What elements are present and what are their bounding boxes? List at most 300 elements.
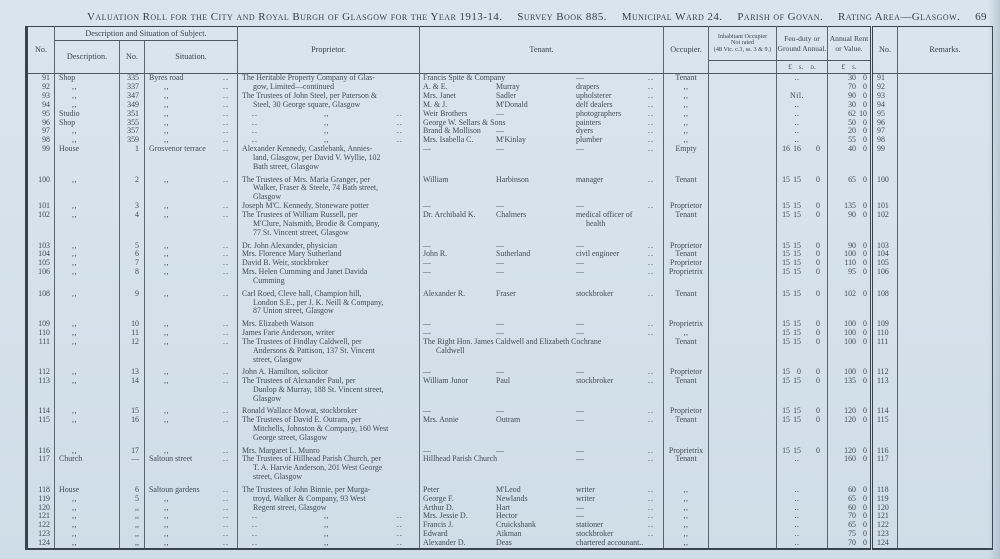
cell-proprietor — [238, 277, 420, 286]
situation-text: ,, — [164, 415, 169, 425]
proprietor-ditto: .. — [252, 108, 258, 118]
situation-dots: .. — [223, 174, 229, 184]
cell-occupier — [664, 464, 709, 473]
tenant-dots: .. — [648, 267, 654, 277]
cell-entry-no: 97 — [27, 127, 55, 136]
tenant-forename: Alexander D. — [423, 538, 466, 548]
cell-situation — [145, 347, 238, 356]
cell-situation — [145, 455, 238, 464]
cell-entry-no-right: 114 — [872, 404, 898, 417]
tenant-dots: .. — [648, 367, 654, 377]
proprietor-text: Mrs. Margaret L. Munro — [242, 445, 320, 455]
cell-occupier — [664, 220, 709, 229]
feu-text: .. — [794, 135, 800, 145]
cell-feu-duty — [777, 101, 828, 110]
feu-shillings: 15 — [793, 375, 801, 385]
cell-feu-duty — [777, 74, 828, 83]
cell-tenant — [420, 259, 664, 268]
tenant-occupation: delf dealers — [576, 99, 613, 109]
cell-occupier — [664, 434, 709, 443]
cell-feu-duty — [777, 229, 828, 238]
situation-dots: .. — [223, 144, 229, 154]
cell-entry-no-right — [872, 277, 898, 286]
cell-inhabitant-occupier — [709, 329, 777, 338]
rent-pounds: 100 — [844, 367, 856, 377]
situation-dots: .. — [223, 210, 229, 220]
cell-remarks — [898, 119, 993, 128]
cell-remarks — [898, 83, 993, 92]
cell-description — [55, 299, 120, 308]
cell-feu-duty — [777, 220, 828, 229]
situation-dots: .. — [223, 73, 229, 82]
tenant-occupation: — — [576, 73, 584, 82]
proprietor-text: 77 St. Vincent street, Glasgow — [253, 228, 349, 237]
cell-entry-no-right: 111 — [872, 338, 898, 347]
cell-entry-no-right: 110 — [872, 329, 898, 338]
tenant-columns — [420, 136, 663, 145]
cell-street-no: 355 — [120, 119, 145, 128]
rent-shillings: 0 — [863, 135, 867, 145]
cell-street-no: 5 — [120, 238, 145, 251]
tenant-forename: — — [423, 201, 431, 211]
cell-street-no: 15 — [120, 404, 145, 417]
cell-description: ,, — [55, 495, 120, 504]
cell-description: ,, — [55, 92, 120, 101]
cell-inhabitant-occupier — [709, 455, 777, 464]
situation-text: Saltoun gardens — [149, 484, 200, 494]
tenant-occupation: photographers — [576, 108, 622, 118]
cell-street-no — [120, 229, 145, 238]
cell-tenant — [420, 482, 664, 495]
cell-occupier: Tenant — [664, 455, 709, 464]
cell-occupier: ,, — [664, 119, 709, 128]
cell-remarks — [898, 220, 993, 229]
cell-street-no: 6 — [120, 482, 145, 495]
tenant-dots: .. — [648, 493, 654, 503]
cell-inhabitant-occupier — [709, 356, 777, 365]
tenant-forename: — — [423, 318, 431, 328]
cell-entry-no-right: 102 — [872, 211, 898, 220]
tenant-forename: Peter — [423, 484, 440, 494]
cell-inhabitant-occupier — [709, 259, 777, 268]
rent-pounds: 62 — [848, 108, 856, 118]
situation-text: ,, — [164, 174, 169, 184]
rent-pounds: 65 — [848, 174, 856, 184]
cell-street-no — [120, 464, 145, 473]
situation-dots: .. — [223, 201, 229, 211]
cell-entry-no: 122 — [27, 521, 55, 530]
cell-tenant — [420, 136, 664, 145]
feu-shillings: 15 — [793, 288, 801, 298]
cell-description: Church — [55, 455, 120, 464]
tenant-occupation: — — [576, 415, 584, 425]
cell-feu-duty — [777, 92, 828, 101]
tenant-columns — [420, 521, 663, 530]
cell-annual-rent — [828, 386, 872, 395]
situation-dots: .. — [223, 258, 229, 268]
header-rent-units: £ s. — [828, 61, 872, 74]
cell-remarks — [898, 299, 993, 308]
situation-dots: .. — [223, 493, 229, 503]
tenant-surname: Aikman — [496, 529, 522, 539]
cell-tenant — [420, 229, 664, 238]
cell-description: ,, — [55, 238, 120, 251]
cell-remarks — [898, 307, 993, 316]
table-row — [27, 307, 993, 316]
proprietor-text: Walker, Fraser & Steele, 74 Bath street, — [253, 183, 379, 193]
tenant-surname: — — [496, 318, 504, 328]
proprietor-ditto: ,, — [323, 520, 329, 530]
header-inhabitant-occupier — [709, 27, 777, 61]
proprietor-text: George street, Glasgow — [253, 433, 328, 442]
cell-entry-no-right: 91 — [872, 74, 898, 83]
feu-text: .. — [794, 511, 800, 521]
tenant-occupation: — — [576, 511, 584, 521]
tenant-columns — [420, 486, 663, 495]
rating-area-label: Rating Area—Glasgow. — [837, 11, 961, 23]
cell-street-no — [120, 473, 145, 482]
rent-shillings: 0 — [863, 520, 867, 530]
cell-entry-no-right: 98 — [872, 136, 898, 145]
tenant-columns — [420, 539, 663, 548]
tenant-dots — [654, 220, 663, 229]
cell-description: ,, — [55, 404, 120, 417]
cell-description — [55, 229, 120, 238]
rent-shillings: 0 — [863, 99, 867, 109]
cell-occupier: Proprietrix — [664, 268, 709, 277]
cell-inhabitant-occupier — [709, 307, 777, 316]
tenant-columns — [420, 377, 663, 386]
tenant-surname: Paul — [496, 375, 511, 385]
cell-entry-no-right: 116 — [872, 443, 898, 456]
rent-pounds: 100 — [844, 327, 856, 337]
tenant-columns — [420, 74, 663, 83]
cell-inhabitant-occupier — [709, 443, 777, 456]
tenant-dots: .. — [648, 201, 654, 211]
cell-feu-duty — [777, 464, 828, 473]
cell-remarks — [898, 145, 993, 154]
tenant-occupation: — — [576, 240, 584, 250]
cell-remarks — [898, 316, 993, 329]
feu-pence: 0 — [816, 240, 820, 250]
cell-remarks — [898, 202, 993, 211]
table-body — [27, 74, 993, 550]
cell-remarks — [898, 434, 993, 443]
header-no-right: No. — [872, 27, 898, 74]
cell-occupier: ,, — [664, 92, 709, 101]
tenant-forename: Mrs. Janet — [423, 90, 456, 100]
situation-dots: .. — [223, 520, 229, 530]
header-remarks: Remarks. — [898, 27, 993, 74]
cell-situation — [145, 299, 238, 308]
inhabitant-line2: Not rated — [730, 39, 755, 47]
tenant-columns — [420, 416, 663, 425]
cell-entry-no: 103 — [27, 238, 55, 251]
cell-entry-no-right: 118 — [872, 482, 898, 495]
feu-pence: 0 — [816, 375, 820, 385]
header-street-no: No. — [120, 41, 145, 74]
cell-description: ,, — [55, 530, 120, 539]
cell-street-no — [120, 277, 145, 286]
situation-dots: .. — [223, 117, 229, 127]
feu-pounds: 15 — [782, 288, 790, 298]
tenant-surname: — — [496, 267, 504, 277]
situation-dots: .. — [223, 81, 229, 91]
tenant-occupation: stockbroker — [576, 375, 614, 385]
cell-remarks — [898, 329, 993, 338]
cell-annual-rent — [828, 377, 872, 386]
table-row — [27, 425, 993, 434]
situation-text: ,, — [164, 406, 169, 416]
page-number: 69 — [975, 11, 987, 23]
rent-pounds: 50 — [848, 117, 856, 127]
proprietor-ditto: .. — [252, 135, 258, 145]
cell-tenant — [420, 395, 664, 404]
cell-feu-duty — [777, 184, 828, 193]
cell-feu-duty — [777, 211, 828, 220]
cell-entry-no — [27, 473, 55, 482]
cell-entry-no-right — [872, 154, 898, 163]
cell-annual-rent — [828, 425, 872, 434]
proprietor-text: gow, Limited—continued — [253, 81, 335, 91]
cell-remarks — [898, 238, 993, 251]
tenant-dots: .. — [648, 406, 654, 416]
cell-occupier: ,, — [664, 83, 709, 92]
cell-entry-no-right: 112 — [872, 364, 898, 377]
tenant-surname: Chalmers — [496, 210, 527, 220]
tenant-forename: George F. — [423, 493, 454, 503]
cell-proprietor — [238, 473, 420, 482]
cell-street-no: ,, — [120, 504, 145, 513]
cell-description: Shop — [55, 119, 120, 128]
tenant-dots: .. — [648, 445, 654, 455]
cell-street-no: 4 — [120, 211, 145, 220]
cell-proprietor — [238, 163, 420, 172]
cell-inhabitant-occupier — [709, 286, 777, 299]
proprietor-text: The Trustees of Hillhead Parish Church, per — [242, 454, 382, 464]
rent-shillings: 0 — [863, 201, 867, 211]
tenant-occupation: — — [576, 327, 584, 337]
cell-entry-no: 117 — [27, 455, 55, 464]
feu-shillings: 15 — [793, 318, 801, 328]
cell-description: ,, — [55, 512, 120, 521]
cell-inhabitant-occupier — [709, 521, 777, 530]
cell-entry-no-right: 94 — [872, 101, 898, 110]
rent-pounds: 120 — [844, 445, 856, 455]
feu-pence: 0 — [816, 201, 820, 211]
cell-entry-no: 109 — [27, 316, 55, 329]
cell-description — [55, 425, 120, 434]
tenant-dots: .. — [648, 99, 654, 109]
cell-situation — [145, 172, 238, 185]
rent-pounds: 90 — [848, 240, 856, 250]
tenant-forename: — — [423, 144, 431, 154]
rent-shillings: 0 — [863, 210, 867, 220]
cell-tenant — [420, 193, 664, 202]
tenant-columns — [420, 83, 663, 92]
rent-pounds: 100 — [844, 249, 856, 259]
cell-occupier: Proprietor — [664, 259, 709, 268]
rent-pounds: 90 — [848, 90, 856, 100]
cell-remarks — [898, 172, 993, 185]
feu-pence: 0 — [816, 174, 820, 184]
cell-description: ,, — [55, 259, 120, 268]
cell-annual-rent — [828, 286, 872, 299]
situation-dots: .. — [223, 288, 229, 298]
table-row — [27, 386, 993, 395]
situation-dots: .. — [223, 529, 229, 539]
cell-tenant — [420, 277, 664, 286]
cell-entry-no-right: 108 — [872, 286, 898, 299]
cell-tenant — [420, 464, 664, 473]
situation-text: ,, — [164, 502, 169, 512]
situation-dots: .. — [223, 367, 229, 377]
rent-shillings: 0 — [863, 375, 867, 385]
tenant-occupation: health — [586, 219, 606, 229]
rent-pounds: 135 — [844, 201, 856, 211]
feu-text: .. — [794, 529, 800, 539]
cell-proprietor — [238, 356, 420, 365]
proprietor-ditto: .. — [252, 538, 258, 548]
cell-inhabitant-occupier — [709, 268, 777, 277]
proprietor-text: street, Glasgow — [253, 354, 303, 364]
feu-shillings: 15 — [793, 258, 801, 268]
tenant-columns — [420, 495, 663, 504]
cell-inhabitant-occupier — [709, 482, 777, 495]
proprietor-text: Mrs. Elizabeth Watson — [242, 318, 314, 328]
tenant-occupation: — — [576, 502, 584, 512]
tenant-occupation: dyers — [576, 126, 594, 136]
rent-pounds: 65 — [848, 520, 856, 530]
cell-entry-no-right: 93 — [872, 92, 898, 101]
cell-description: ,, — [55, 250, 120, 259]
tenant-dots — [654, 211, 663, 220]
cell-annual-rent — [828, 277, 872, 286]
proprietor-text: Carl Roed, Cleve hall, Champion hill, — [242, 288, 362, 298]
cell-proprietor — [238, 395, 420, 404]
rent-pounds: 95 — [848, 267, 856, 277]
situation-dots: .. — [223, 318, 229, 328]
cell-occupier — [664, 386, 709, 395]
feu-pounds: 15 — [782, 367, 790, 377]
cell-entry-no-right — [872, 395, 898, 404]
cell-entry-no — [27, 299, 55, 308]
cell-inhabitant-occupier — [709, 163, 777, 172]
tenant-columns — [420, 220, 663, 229]
situation-text: ,, — [164, 249, 169, 259]
cell-entry-no-right: 105 — [872, 259, 898, 268]
parish-label: Parish of Govan. — [737, 11, 824, 23]
cell-annual-rent — [828, 539, 872, 549]
table-row — [27, 220, 993, 229]
proprietor-ditto: .. — [252, 520, 258, 530]
tenant-occupation: stationer — [576, 520, 604, 530]
cell-occupier — [664, 307, 709, 316]
situation-dots: .. — [223, 336, 229, 346]
cell-annual-rent — [828, 172, 872, 185]
cell-entry-no-right: 119 — [872, 495, 898, 504]
cell-situation — [145, 377, 238, 386]
cell-occupier: ,, — [664, 136, 709, 145]
feu-shillings: 15 — [793, 445, 801, 455]
cell-description — [55, 277, 120, 286]
cell-description: ,, — [55, 83, 120, 92]
cell-tenant — [420, 425, 664, 434]
tenant-occupation: manager — [576, 174, 604, 184]
cell-occupier: ,, — [664, 110, 709, 119]
cell-remarks — [898, 92, 993, 101]
feu-pounds: 15 — [782, 327, 790, 337]
cell-entry-no: 95 — [27, 110, 55, 119]
cell-occupier: Proprietor — [664, 202, 709, 211]
cell-annual-rent — [828, 220, 872, 229]
tenant-forename: Brand & Mollison — [423, 126, 481, 136]
cell-entry-no — [27, 434, 55, 443]
proprietor-text: The Trustees of David E. Outram, per — [242, 415, 362, 425]
cell-occupier: Tenant — [664, 250, 709, 259]
tenant-occupation: — — [576, 406, 584, 416]
cell-occupier — [664, 229, 709, 238]
cell-inhabitant-occupier — [709, 136, 777, 145]
cell-occupier: Proprietrix — [664, 443, 709, 456]
situation-dots: .. — [223, 375, 229, 385]
rent-shillings: 0 — [863, 174, 867, 184]
cell-description: ,, — [55, 377, 120, 386]
cell-description: ,, — [55, 443, 120, 456]
cell-entry-no: 102 — [27, 211, 55, 220]
cell-annual-rent — [828, 211, 872, 220]
cell-inhabitant-occupier — [709, 154, 777, 163]
cell-entry-no: 101 — [27, 202, 55, 211]
cell-tenant — [420, 455, 664, 464]
tenant-surname: Outram — [496, 415, 521, 425]
cell-remarks — [898, 377, 993, 386]
rent-shillings: 0 — [863, 117, 867, 127]
cell-street-no: 5 — [120, 495, 145, 504]
tenant-forename: — — [423, 445, 431, 455]
cell-inhabitant-occupier — [709, 92, 777, 101]
cell-annual-rent — [828, 154, 872, 163]
cell-description — [55, 473, 120, 482]
cell-occupier — [664, 299, 709, 308]
cell-inhabitant-occupier — [709, 172, 777, 185]
proprietor-text: T. A. Harvie Anderson, 201 West George — [253, 463, 383, 473]
proprietor-text: The Trustees of Findlay Caldwell, per — [242, 336, 362, 346]
cell-street-no — [120, 347, 145, 356]
cell-street-no — [120, 425, 145, 434]
cell-feu-duty — [777, 512, 828, 521]
situation-text: ,, — [164, 135, 169, 145]
cell-tenant — [420, 307, 664, 316]
cell-annual-rent — [828, 307, 872, 316]
cell-description: ,, — [55, 127, 120, 136]
cell-tenant — [420, 172, 664, 185]
cell-entry-no: 112 — [27, 364, 55, 377]
table-row — [27, 395, 993, 404]
situation-dots: .. — [223, 511, 229, 521]
cell-remarks — [898, 110, 993, 119]
situation-text: ,, — [164, 375, 169, 385]
situation-text: ,, — [164, 318, 169, 328]
tenant-columns — [420, 176, 663, 185]
table-row — [27, 184, 993, 193]
cell-occupier: ,, — [664, 530, 709, 539]
cell-street-no — [120, 386, 145, 395]
rent-shillings: 0 — [863, 73, 867, 82]
proprietor-ditto: ,, — [323, 135, 329, 145]
cell-feu-duty — [777, 482, 828, 495]
cell-inhabitant-occupier — [709, 299, 777, 308]
